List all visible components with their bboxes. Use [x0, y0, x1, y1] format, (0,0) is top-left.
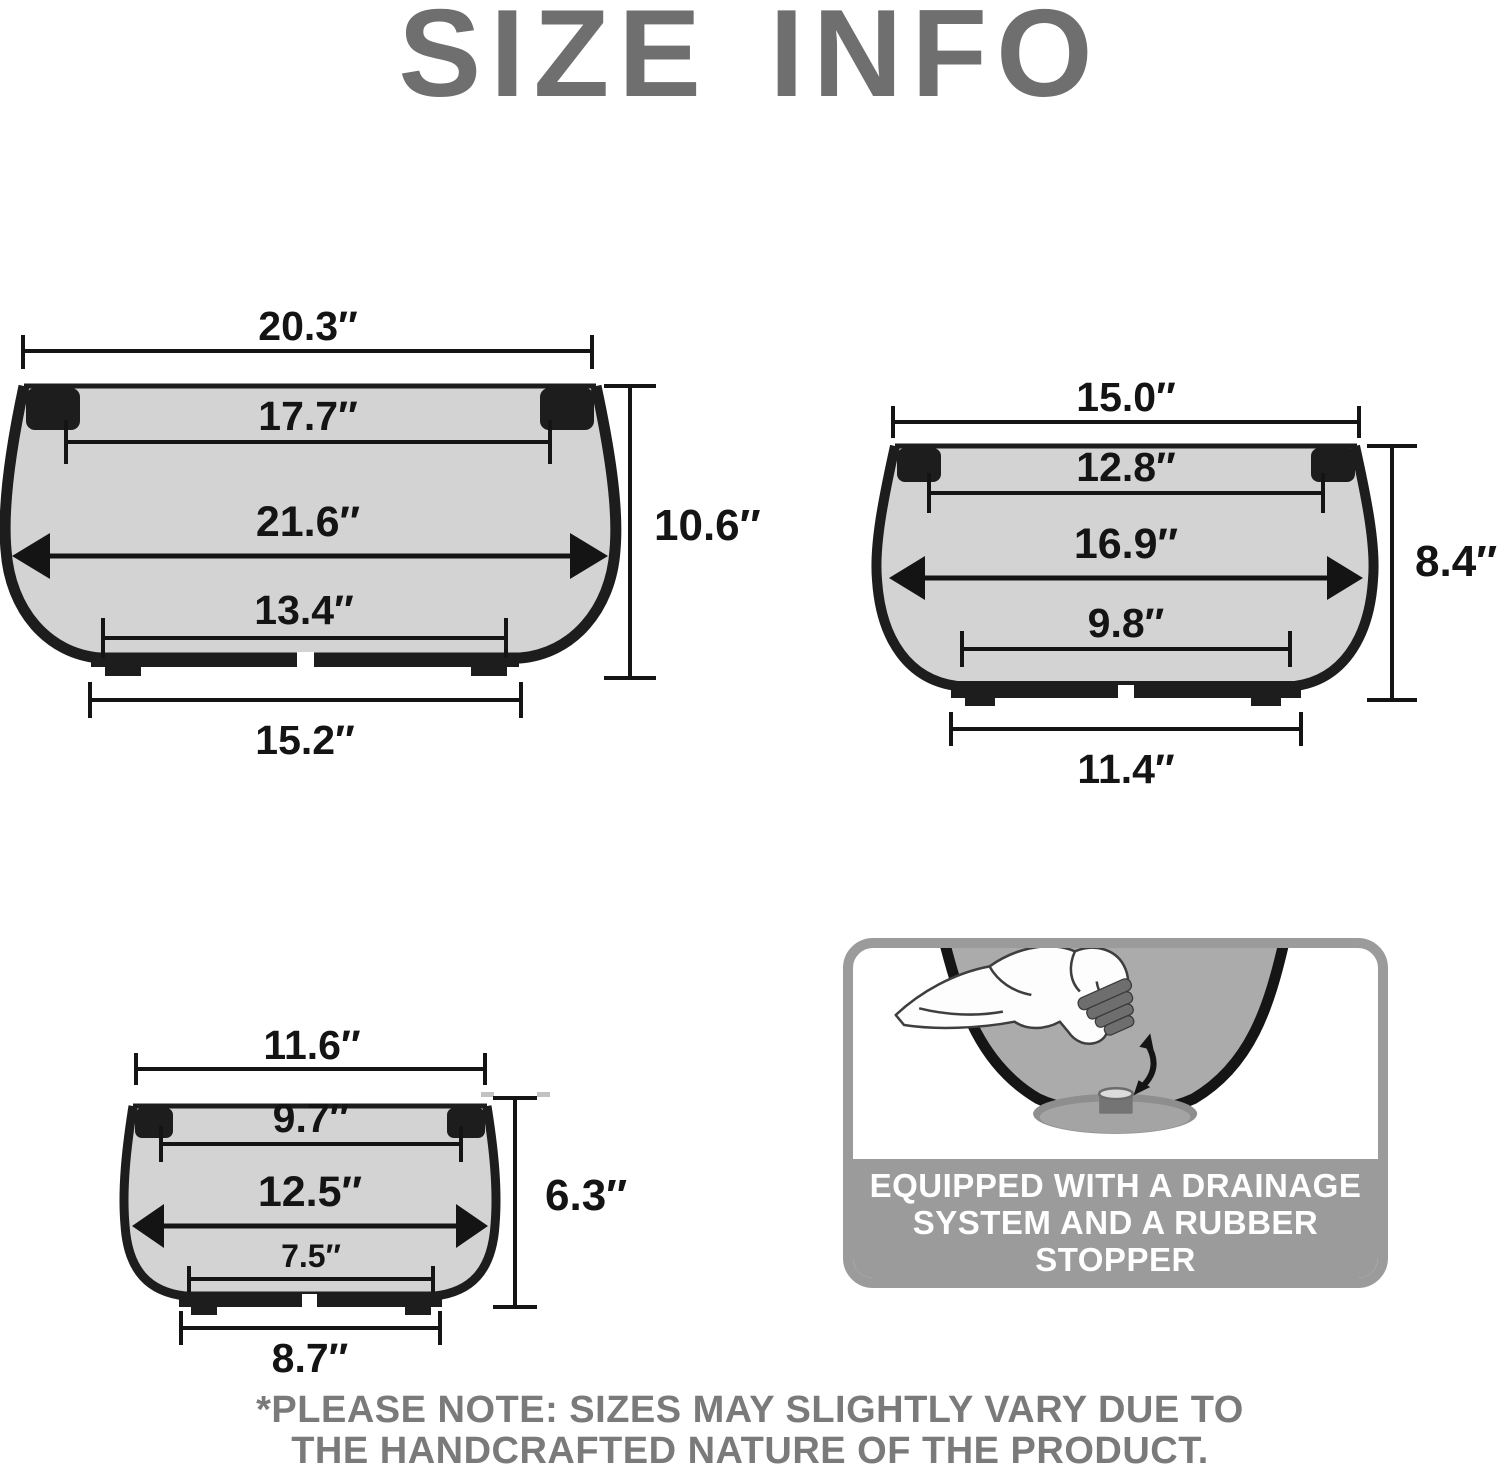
medium-bottom-outer-label: 11.4″: [1077, 746, 1175, 792]
footnote-line2: THE HANDCRAFTED NATURE OF THE PRODUCT.: [291, 1430, 1209, 1472]
large-dim-bottom-outer: [90, 682, 521, 763]
large-foot-left: [105, 667, 141, 676]
small-rim-bracket-left: [135, 1108, 173, 1138]
drainage-caption-line1: EQUIPPED WITH A DRAINAGE: [869, 1167, 1362, 1204]
small-bottom-outer-label: 8.7″: [271, 1335, 349, 1381]
medium-foot-left: [965, 698, 995, 706]
large-bottom-inner-label: 13.4″: [254, 587, 354, 633]
large-foot-right: [471, 667, 507, 676]
drainage-caption: [853, 1159, 1378, 1278]
large-rim-bracket-left: [26, 388, 80, 430]
footnote-line1: *PLEASE NOTE: SIZES MAY SLIGHTLY VARY DUE TO: [256, 1389, 1244, 1431]
drainage-illustration: [853, 948, 1378, 1159]
page-title: SIZE INFO: [398, 0, 1102, 123]
medium-widest-label: 16.9″: [1073, 520, 1179, 568]
medium-rim-bracket-right: [1311, 448, 1355, 482]
small-widest-label: 12.5″: [257, 1168, 363, 1216]
footnote: [0, 1390, 1500, 1472]
small-dim-top-outer: [136, 1022, 485, 1085]
large-planter-diagram: [0, 290, 780, 770]
large-dim-height: [604, 386, 761, 678]
small-dim-bottom-outer: [181, 1311, 440, 1381]
medium-dim-top-outer: [893, 374, 1359, 438]
medium-rim-bracket-left: [897, 448, 941, 482]
medium-drain-slot: [1118, 685, 1134, 699]
small-dim-height: [481, 1092, 627, 1307]
drain-hole-top: [1099, 1088, 1132, 1099]
small-top-inner-label: 9.7″: [272, 1095, 350, 1141]
small-drain-slot: [302, 1294, 317, 1308]
large-top-outer-label: 20.3″: [258, 303, 358, 349]
small-rim-bracket-right: [447, 1108, 485, 1138]
small-height-label: 6.3″: [545, 1171, 628, 1220]
small-top-outer-label: 11.6″: [263, 1022, 361, 1068]
large-dim-top-outer: [23, 303, 592, 369]
large-widest-label: 21.6″: [255, 498, 361, 546]
medium-dim-bottom-outer: [951, 712, 1301, 792]
medium-height-label: 8.4″: [1415, 537, 1498, 586]
medium-top-inner-label: 12.8″: [1076, 444, 1176, 490]
medium-planter-diagram: [845, 350, 1500, 800]
small-bottom-inner-label: 7.5″: [281, 1238, 341, 1274]
medium-bottom-inner-label: 9.8″: [1087, 600, 1165, 646]
small-foot-left: [191, 1307, 217, 1315]
small-foot-right: [405, 1307, 431, 1315]
small-planter-diagram: [90, 1020, 710, 1410]
large-height-label: 10.6″: [654, 501, 761, 550]
large-top-inner-label: 17.7″: [258, 393, 358, 439]
large-bottom-outer-label: 15.2″: [255, 717, 355, 763]
medium-dim-height: [1367, 446, 1497, 700]
drainage-callout-card: [843, 938, 1388, 1288]
medium-foot-right: [1251, 698, 1281, 706]
drainage-caption-line2: SYSTEM AND A RUBBER STOPPER: [912, 1204, 1319, 1278]
large-drain-slot: [297, 652, 314, 668]
medium-top-outer-label: 15.0″: [1076, 374, 1176, 420]
